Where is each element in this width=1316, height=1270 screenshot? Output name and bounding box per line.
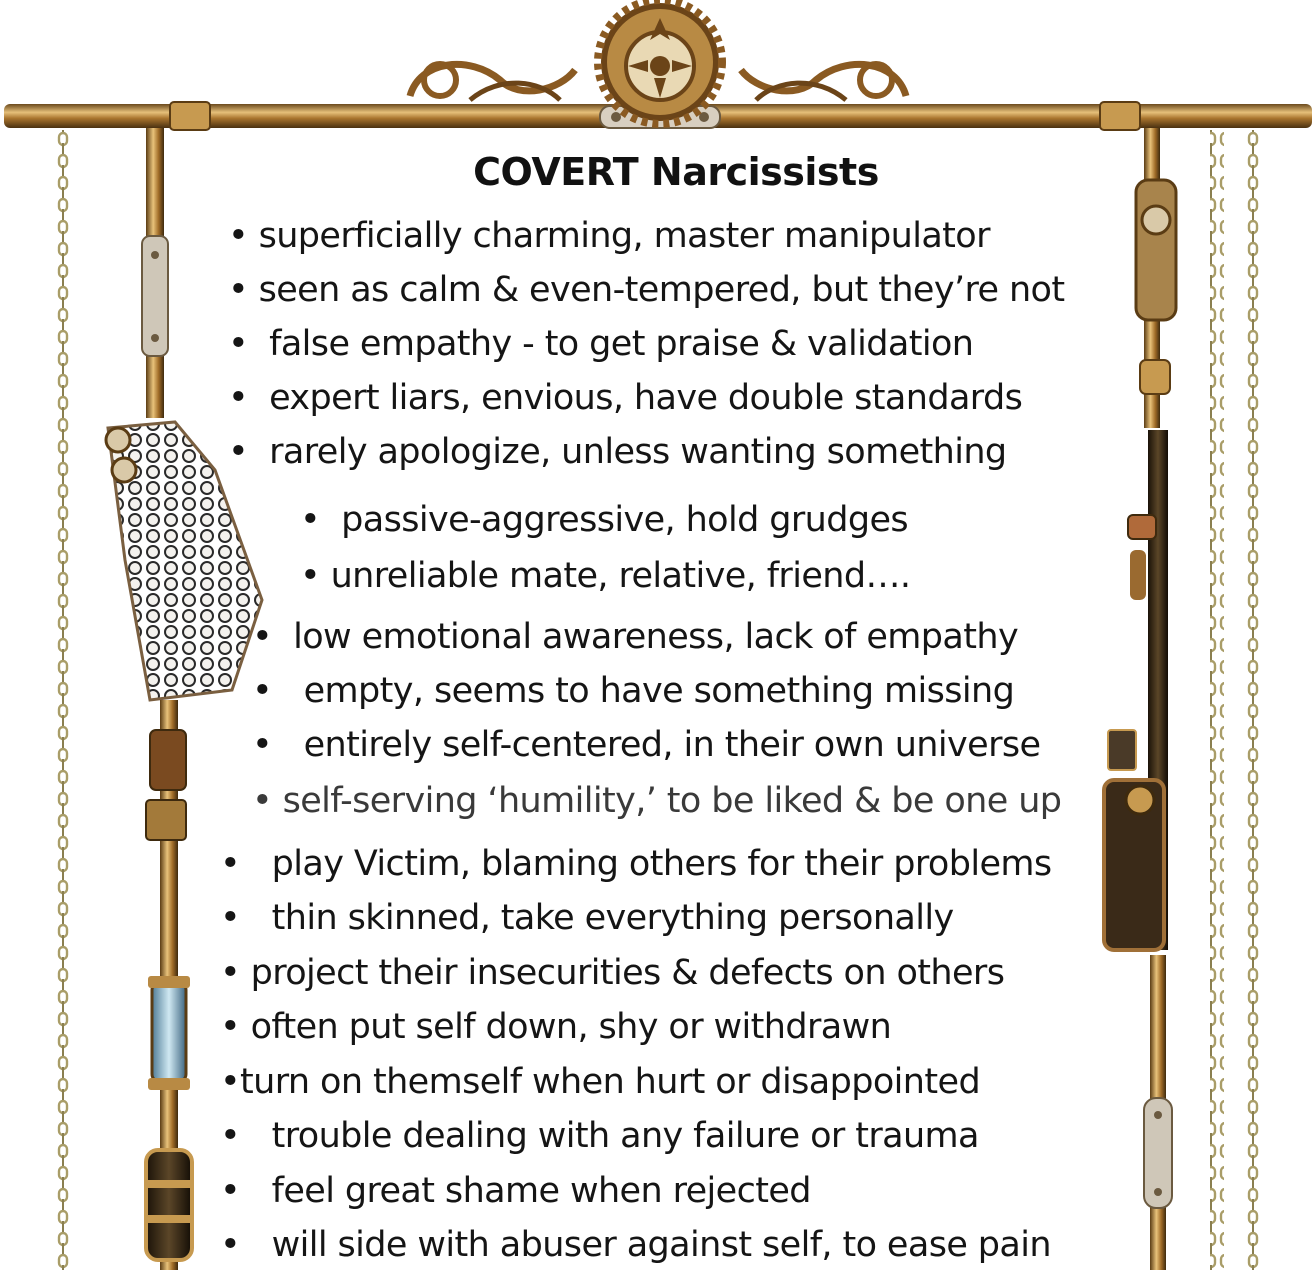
list-item bbox=[220, 1007, 891, 1047]
bullet-glyph: • bbox=[220, 1116, 241, 1156]
bullet-glyph: • bbox=[252, 725, 273, 765]
bullet-glyph: • bbox=[252, 781, 273, 821]
item-text: false empathy - to get praise & validation bbox=[269, 324, 974, 364]
item-text: rarely apologize, unless wanting something bbox=[269, 432, 1007, 472]
list-item bbox=[220, 1225, 1051, 1265]
item-text: self-serving ‘humility,’ to be liked & be one up bbox=[282, 781, 1062, 821]
list-item bbox=[228, 216, 990, 256]
bullet-glyph: • bbox=[220, 1007, 241, 1047]
item-text: thin skinned, take everything personally bbox=[271, 898, 954, 938]
list-item bbox=[252, 671, 1014, 711]
bullet-glyph: • bbox=[252, 617, 273, 657]
right-pipe bbox=[1104, 128, 1176, 1270]
item-text: empty, seems to have something missing bbox=[303, 671, 1015, 711]
bullet-glyph: • bbox=[220, 1062, 241, 1102]
list-item bbox=[220, 1062, 980, 1102]
bullet-glyph: • bbox=[228, 378, 249, 418]
bullet-glyph: • bbox=[228, 432, 249, 472]
item-text: project their insecurities & defects on others bbox=[250, 953, 1005, 993]
bullet-glyph: • bbox=[300, 500, 321, 540]
list-item bbox=[228, 432, 1007, 472]
list-item bbox=[228, 378, 1022, 418]
bullet-glyph: • bbox=[220, 1225, 241, 1265]
item-text: will side with abuser against self, to ease pain bbox=[271, 1225, 1051, 1265]
bullet-glyph: • bbox=[220, 898, 241, 938]
list-item bbox=[300, 556, 910, 596]
item-text: play Victim, blaming others for their problems bbox=[271, 844, 1052, 884]
list-item bbox=[220, 953, 1004, 993]
list-item bbox=[220, 898, 954, 938]
item-text: unreliable mate, relative, friend…. bbox=[330, 556, 911, 596]
list-item bbox=[252, 617, 1018, 657]
list-item bbox=[300, 500, 908, 540]
bullet-glyph: • bbox=[228, 216, 249, 256]
item-text: feel great shame when rejected bbox=[271, 1171, 811, 1211]
item-text: often put self down, shy or withdrawn bbox=[250, 1007, 892, 1047]
item-text: passive-aggressive, hold grudges bbox=[341, 500, 909, 540]
item-text: turn on themself when hurt or disappointed bbox=[240, 1062, 981, 1102]
list-item bbox=[252, 725, 1040, 765]
bullet-glyph: • bbox=[220, 1171, 241, 1211]
item-text: expert liars, envious, have double standards bbox=[269, 378, 1023, 418]
item-text: seen as calm & even-tempered, but they’re not bbox=[258, 270, 1065, 310]
list-item bbox=[220, 1171, 811, 1211]
bullet-glyph: • bbox=[220, 953, 241, 993]
item-text: entirely self-centered, in their own universe bbox=[303, 725, 1041, 765]
item-text: superficially charming, master manipulator bbox=[258, 216, 990, 256]
bullet-glyph: • bbox=[220, 844, 241, 884]
list-item bbox=[220, 1116, 979, 1156]
bullet-glyph: • bbox=[228, 324, 249, 364]
bullet-glyph: • bbox=[228, 270, 249, 310]
bullet-glyph: • bbox=[300, 556, 321, 596]
item-text: low emotional awareness, lack of empathy bbox=[293, 617, 1019, 657]
item-text: trouble dealing with any failure or trauma bbox=[271, 1116, 979, 1156]
list-item bbox=[252, 781, 1061, 821]
page-title: COVERT Narcissists bbox=[473, 150, 879, 194]
list-item bbox=[220, 844, 1052, 884]
list-item bbox=[228, 270, 1065, 310]
list-item bbox=[228, 324, 973, 364]
bullet-glyph: • bbox=[252, 671, 273, 711]
